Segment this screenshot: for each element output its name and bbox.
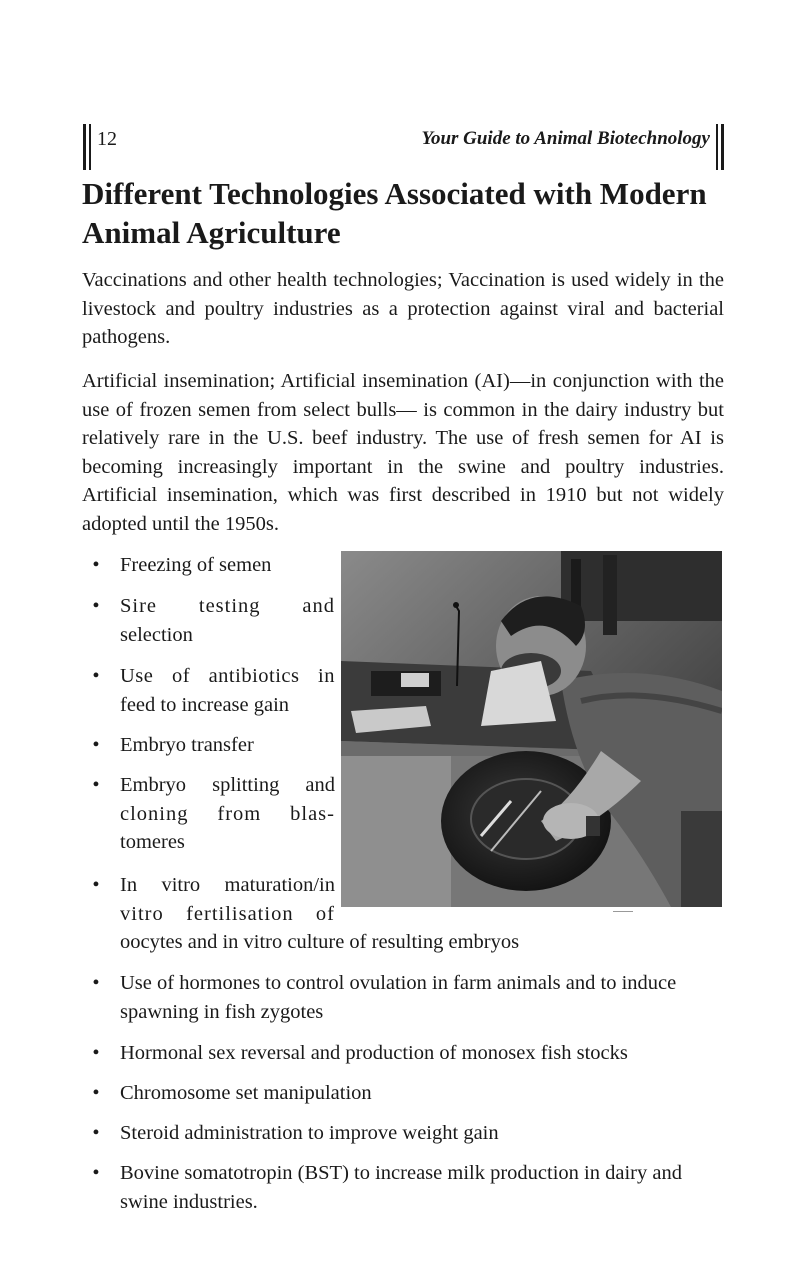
list-item-text: Use of antibiotics in feed to increase gain xyxy=(120,665,335,716)
bullet-icon: • xyxy=(92,1082,100,1104)
bullet-icon: • xyxy=(92,665,100,687)
list-item-text: Hormonal sex reversal and production of monosex fish stocks xyxy=(120,1042,628,1064)
running-title: Your Guide to Animal Biotechnology xyxy=(421,128,710,149)
bullet-icon: • xyxy=(92,734,100,756)
bullet-icon: • xyxy=(92,554,100,576)
photo-caption-mark xyxy=(613,911,633,912)
list-item-text: Freezing of semen xyxy=(120,554,272,576)
list-item xyxy=(90,662,335,719)
list-item-text: Steroid administration to improve weight gain xyxy=(120,1122,499,1144)
list-item-text: Chromosome set manipulation xyxy=(120,1082,372,1104)
list-item xyxy=(90,1119,724,1148)
list-item xyxy=(90,1079,724,1108)
list-item-text: Bovine somatotropin (BST) to increase milk production in dairy and swine industries. xyxy=(120,1162,682,1213)
header-rule-left-thin xyxy=(89,124,91,170)
header-rule-right-thin xyxy=(716,124,718,170)
header-rule-right-thick xyxy=(721,124,724,170)
bullet-icon: • xyxy=(92,1042,100,1064)
list-item xyxy=(90,969,724,1026)
bullet-icon: • xyxy=(92,595,100,617)
list-item-text: Embryo transfer xyxy=(120,734,254,756)
bullet-icon: • xyxy=(92,972,100,994)
list-item xyxy=(90,1159,724,1216)
list-item-text: Use of hormones to control ovulation in farm animals and to induce spawning in fish zygotes xyxy=(120,972,677,1023)
page-number: 12 xyxy=(97,128,117,150)
list-item-text: In vitro maturation/in vitro fertilisation of oocytes and in vitro culture of resulting embryos xyxy=(120,874,520,954)
list-item xyxy=(90,1039,724,1068)
list-item xyxy=(90,551,335,580)
bullet-icon: • xyxy=(92,1122,100,1144)
list-item-text: Sire testing and selection xyxy=(120,595,335,646)
paragraph-artificial-insemination: Artificial insemination; Artificial insemination (AI)—in conjunction with the use of frozen semen from select bulls— is common in the dairy industry but relatively rare in the U.S. beef industry. The use of fresh semen for AI is becoming increasingly important in the swine and poultry industries. Artificial insemination, which was first described in 1910 but not widely adopted until the 1950s. xyxy=(82,370,724,535)
list-item xyxy=(90,731,335,760)
lab-microscope-photo xyxy=(341,551,722,907)
bullet-icon: • xyxy=(92,1162,100,1184)
bullet-icon: • xyxy=(92,874,100,896)
lab-photo-illustration xyxy=(341,551,722,907)
list-item-text: Embryo splitting and cloning from blas- tomeres xyxy=(120,774,335,854)
list-item xyxy=(90,592,335,649)
section-title: Different Technologies Associated with Modern Animal Agriculture xyxy=(82,176,707,250)
paragraph-vaccinations: Vaccinations and other health technologies; Vaccination is used widely in the livestock and poultry industries as a protection against viral and bacterial pathogens. xyxy=(82,269,724,349)
list-item xyxy=(90,771,335,857)
header-rule-left-thick xyxy=(83,124,86,170)
bullet-icon: • xyxy=(92,774,100,796)
